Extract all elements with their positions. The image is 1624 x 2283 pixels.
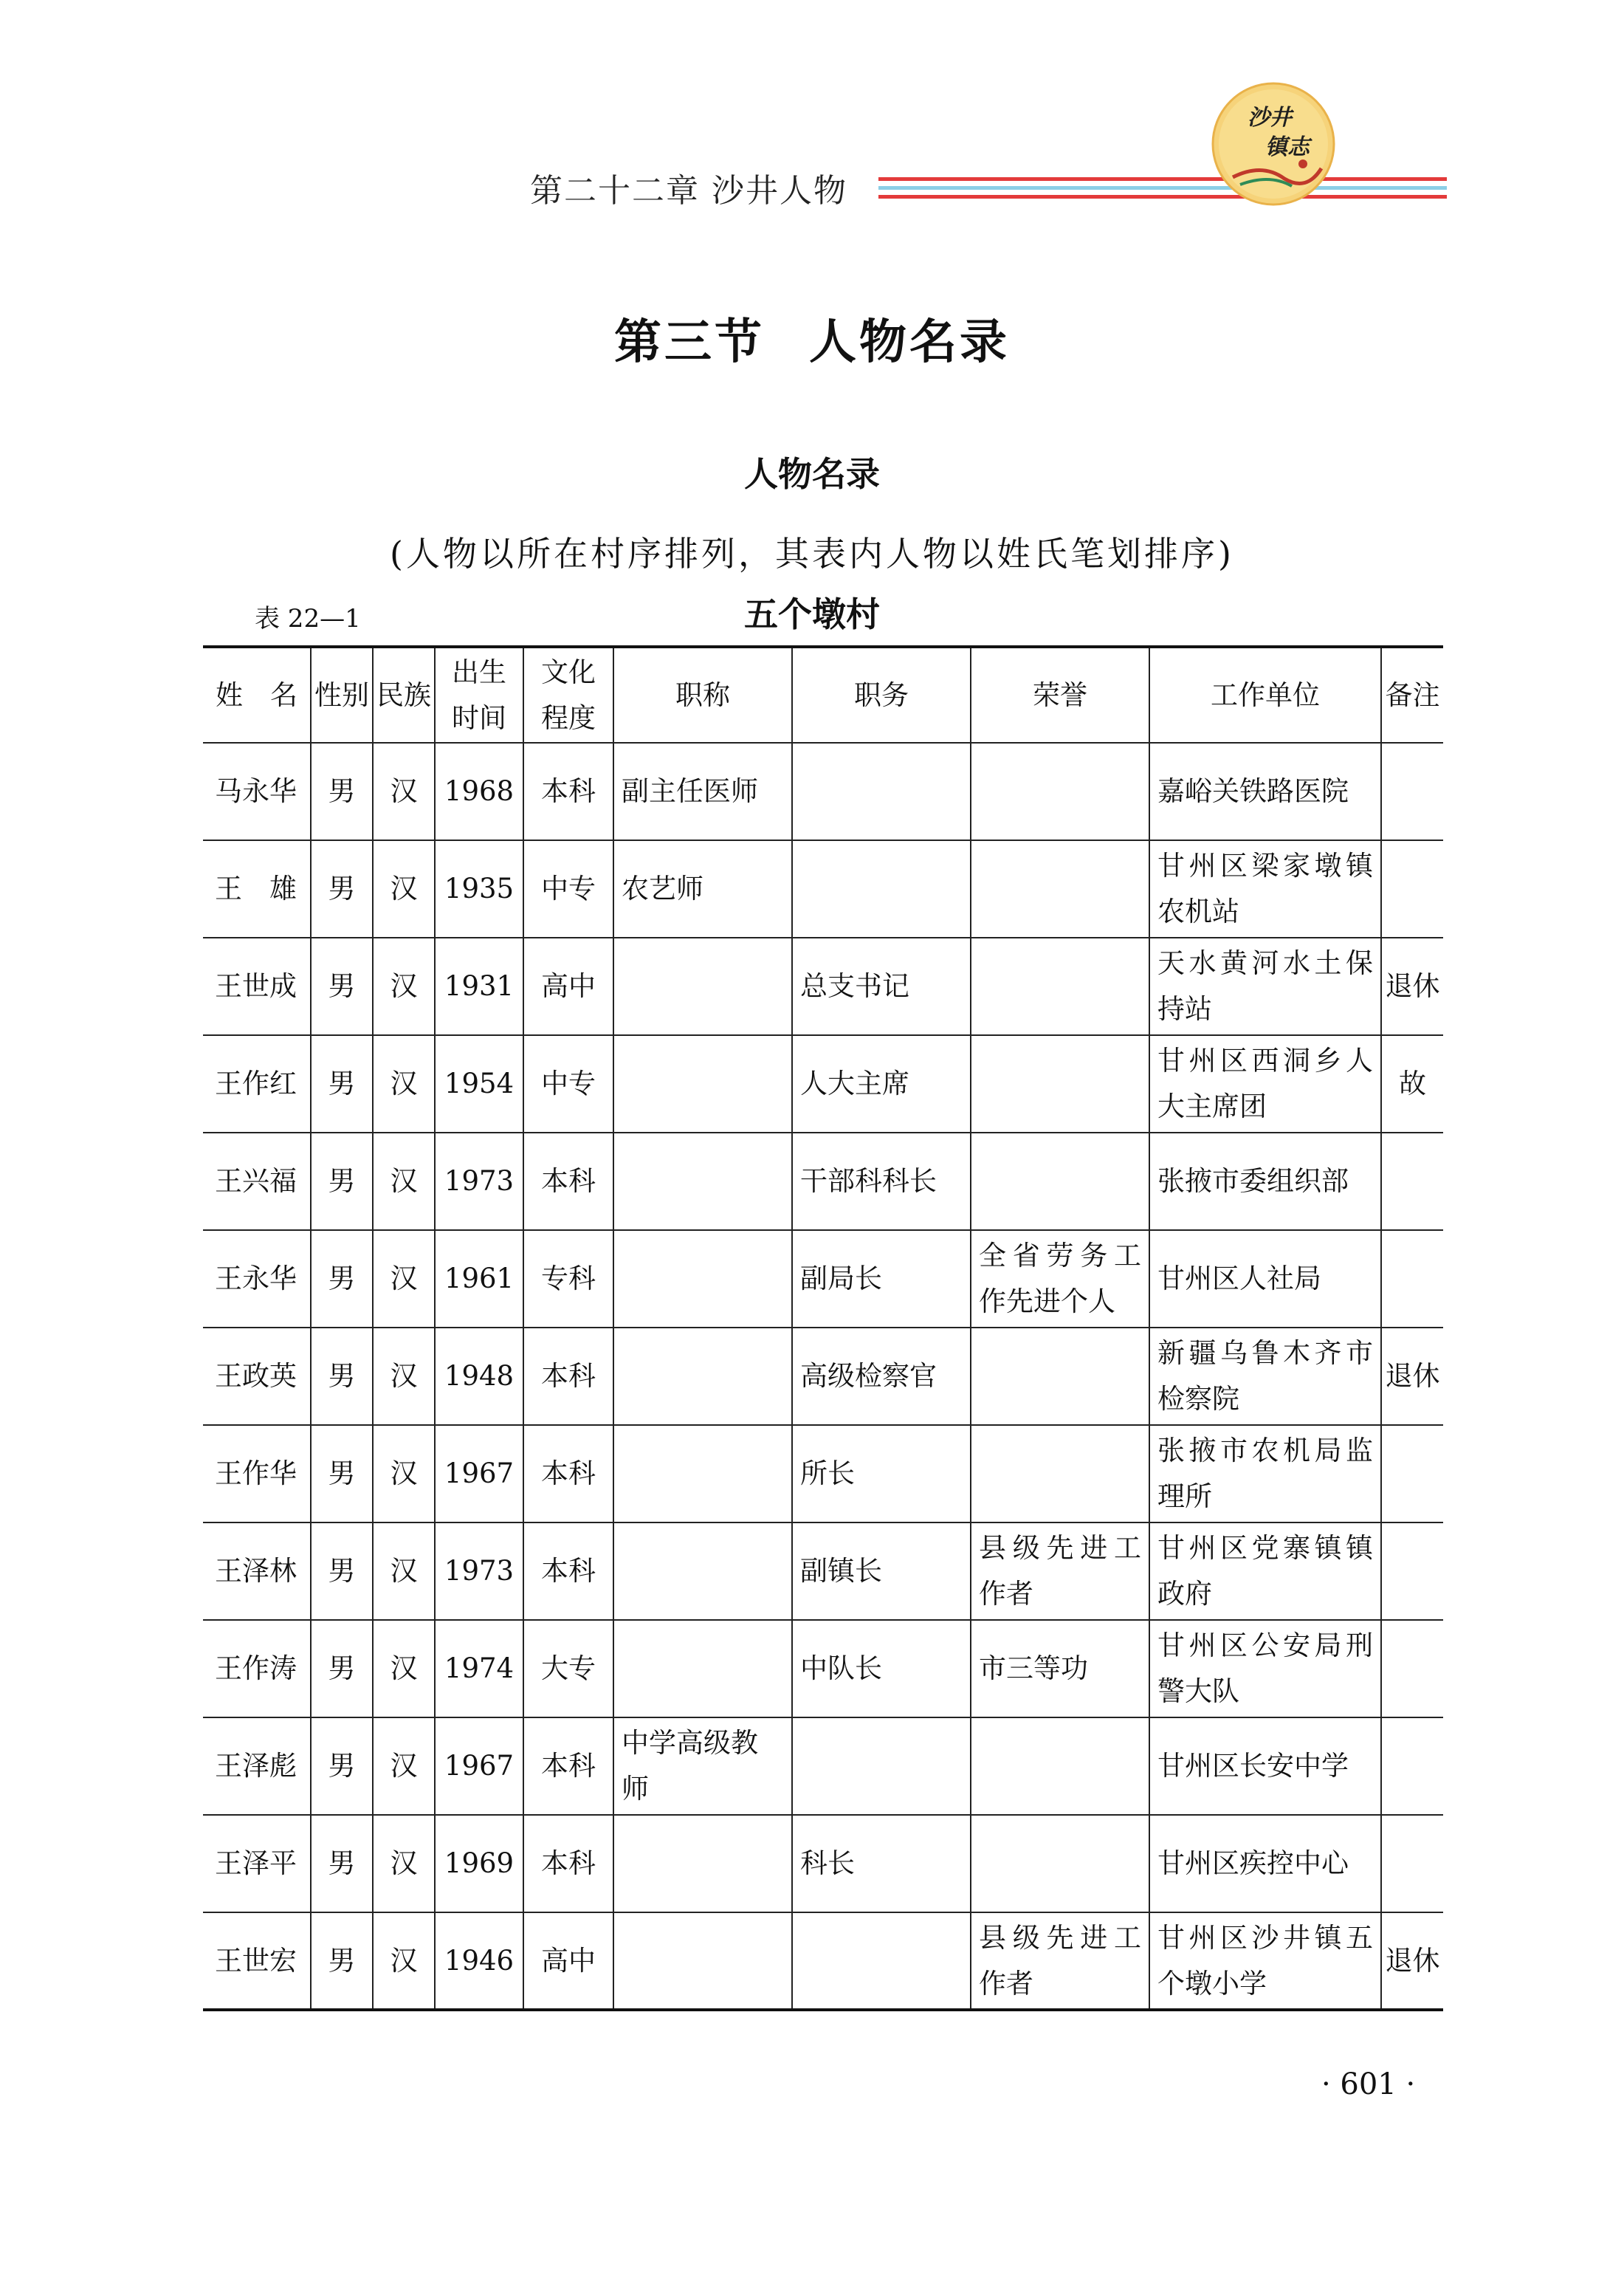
gender-cell: 男	[311, 1035, 373, 1133]
gender-cell: 男	[311, 1230, 373, 1328]
honor-cell	[971, 1425, 1149, 1522]
professional-title-cell	[613, 1425, 792, 1522]
education-cell: 专科	[523, 1230, 613, 1328]
name-cell: 王世宏	[203, 1912, 311, 2010]
birth-year-cell: 1969	[435, 1815, 523, 1912]
education-cell: 本科	[523, 743, 613, 840]
column-header: 职务	[792, 647, 971, 743]
gender-cell: 男	[311, 1522, 373, 1620]
birth-year-cell: 1974	[435, 1620, 523, 1717]
position-cell	[792, 743, 971, 840]
birth-year-cell: 1973	[435, 1522, 523, 1620]
name-cell: 王作华	[203, 1425, 311, 1522]
professional-title-cell	[613, 1815, 792, 1912]
education-cell: 本科	[523, 1328, 613, 1425]
position-cell	[792, 1912, 971, 2010]
gender-cell: 男	[311, 840, 373, 938]
column-header: 工作单位	[1149, 647, 1381, 743]
name-cell: 王政英	[203, 1328, 311, 1425]
gender-cell: 男	[311, 1815, 373, 1912]
professional-title-cell: 中学高级教师	[613, 1717, 792, 1815]
position-cell: 总支书记	[792, 938, 971, 1035]
position-cell: 高级检察官	[792, 1328, 971, 1425]
honor-cell: 全省劳务工作先进个人	[971, 1230, 1149, 1328]
name-cell: 王永华	[203, 1230, 311, 1328]
professional-title-cell: 副主任医师	[613, 743, 792, 840]
gender-cell: 男	[311, 1328, 373, 1425]
person-roster-table	[203, 645, 1443, 2011]
workplace-cell: 甘州区人社局	[1149, 1230, 1381, 1328]
name-cell: 王作红	[203, 1035, 311, 1133]
birth-year-cell: 1946	[435, 1912, 523, 2010]
ethnicity-cell: 汉	[373, 938, 435, 1035]
column-header: 荣誉	[971, 647, 1149, 743]
honor-cell	[971, 840, 1149, 938]
workplace-cell: 甘州区沙井镇五个墩小学	[1149, 1912, 1381, 2010]
table-row	[203, 1815, 1443, 1912]
section-title: 第三节 人物名录	[614, 315, 1010, 370]
honor-cell	[971, 743, 1149, 840]
list-title: 人物名录	[744, 454, 880, 494]
chapter-title: 第二十二章 沙井人物	[530, 172, 847, 210]
position-cell: 副局长	[792, 1230, 971, 1328]
birth-year-cell: 1968	[435, 743, 523, 840]
education-cell: 本科	[523, 1815, 613, 1912]
education-cell: 本科	[523, 1717, 613, 1815]
position-cell: 中队长	[792, 1620, 971, 1717]
birth-year-cell: 1967	[435, 1425, 523, 1522]
column-header: 出生时间	[435, 647, 523, 743]
remark-cell	[1381, 1230, 1443, 1328]
professional-title-cell	[613, 1620, 792, 1717]
ethnicity-cell: 汉	[373, 1328, 435, 1425]
education-cell: 大专	[523, 1620, 613, 1717]
education-cell: 中专	[523, 1035, 613, 1133]
professional-title-cell	[613, 1230, 792, 1328]
position-cell: 所长	[792, 1425, 971, 1522]
remark-cell	[1381, 1620, 1443, 1717]
workplace-cell: 张掖市农机局监理所	[1149, 1425, 1381, 1522]
village-title: 五个墩村	[744, 594, 880, 634]
ethnicity-cell: 汉	[373, 1035, 435, 1133]
honor-cell: 县级先进工作者	[971, 1522, 1149, 1620]
page-number: · 601 ·	[1321, 2067, 1416, 2101]
professional-title-cell	[613, 1133, 792, 1230]
column-header: 备注	[1381, 647, 1443, 743]
workplace-cell: 甘州区党寨镇镇政府	[1149, 1522, 1381, 1620]
workplace-cell: 甘州区梁家墩镇农机站	[1149, 840, 1381, 938]
honor-cell	[971, 1717, 1149, 1815]
table-row	[203, 1522, 1443, 1620]
position-cell: 人大主席	[792, 1035, 971, 1133]
birth-year-cell: 1967	[435, 1717, 523, 1815]
table-header-row	[203, 647, 1443, 743]
name-cell: 王 雄	[203, 840, 311, 938]
education-cell: 本科	[523, 1522, 613, 1620]
ethnicity-cell: 汉	[373, 1815, 435, 1912]
remark-cell: 退休	[1381, 1912, 1443, 2010]
remark-cell	[1381, 1425, 1443, 1522]
education-cell: 本科	[523, 1133, 613, 1230]
name-cell: 王兴福	[203, 1133, 311, 1230]
professional-title-cell	[613, 1328, 792, 1425]
name-cell: 王泽林	[203, 1522, 311, 1620]
remark-cell: 故	[1381, 1035, 1443, 1133]
gender-cell: 男	[311, 1133, 373, 1230]
workplace-cell: 甘州区疾控中心	[1149, 1815, 1381, 1912]
remark-cell	[1381, 743, 1443, 840]
ethnicity-cell: 汉	[373, 1522, 435, 1620]
table-row	[203, 1717, 1443, 1815]
position-cell	[792, 1717, 971, 1815]
gender-cell: 男	[311, 938, 373, 1035]
ethnicity-cell: 汉	[373, 1133, 435, 1230]
birth-year-cell: 1935	[435, 840, 523, 938]
birth-year-cell: 1948	[435, 1328, 523, 1425]
position-cell	[792, 840, 971, 938]
header-rule-lines	[878, 176, 1447, 202]
birth-year-cell: 1954	[435, 1035, 523, 1133]
table-row	[203, 1133, 1443, 1230]
ethnicity-cell: 汉	[373, 1912, 435, 2010]
table-row	[203, 1425, 1443, 1522]
education-cell: 中专	[523, 840, 613, 938]
gender-cell: 男	[311, 1912, 373, 2010]
seal-text: 沙井 镇志	[1248, 105, 1310, 160]
table-row	[203, 1230, 1443, 1328]
table-row	[203, 840, 1443, 938]
remark-cell	[1381, 1522, 1443, 1620]
ethnicity-cell: 汉	[373, 1230, 435, 1328]
gender-cell: 男	[311, 743, 373, 840]
table-label: 表 22—1	[255, 604, 361, 634]
remark-cell	[1381, 1133, 1443, 1230]
professional-title-cell	[613, 1912, 792, 2010]
table-body	[203, 743, 1443, 2010]
education-cell: 本科	[523, 1425, 613, 1522]
name-cell: 王作涛	[203, 1620, 311, 1717]
education-cell: 高中	[523, 1912, 613, 2010]
remark-cell: 退休	[1381, 938, 1443, 1035]
honor-cell	[971, 1035, 1149, 1133]
ethnicity-cell: 汉	[373, 1425, 435, 1522]
honor-cell	[971, 1328, 1149, 1425]
education-cell: 高中	[523, 938, 613, 1035]
position-cell: 科长	[792, 1815, 971, 1912]
position-cell: 副镇长	[792, 1522, 971, 1620]
honor-cell: 县级先进工作者	[971, 1912, 1149, 2010]
birth-year-cell: 1931	[435, 938, 523, 1035]
gender-cell: 男	[311, 1620, 373, 1717]
remark-cell	[1381, 1815, 1443, 1912]
professional-title-cell	[613, 1522, 792, 1620]
column-header: 民族	[373, 647, 435, 743]
table-row	[203, 743, 1443, 840]
name-cell: 王泽彪	[203, 1717, 311, 1815]
ethnicity-cell: 汉	[373, 743, 435, 840]
honor-cell	[971, 1815, 1149, 1912]
gender-cell: 男	[311, 1717, 373, 1815]
professional-title-cell	[613, 1035, 792, 1133]
table-row	[203, 1035, 1443, 1133]
remark-cell: 退休	[1381, 1328, 1443, 1425]
remark-cell	[1381, 840, 1443, 938]
honor-cell: 市三等功	[971, 1620, 1149, 1717]
honor-cell	[971, 938, 1149, 1035]
workplace-cell: 新疆乌鲁木齐市检察院	[1149, 1328, 1381, 1425]
professional-title-cell: 农艺师	[613, 840, 792, 938]
remark-cell	[1381, 1717, 1443, 1815]
ethnicity-cell: 汉	[373, 840, 435, 938]
workplace-cell: 嘉峪关铁路医院	[1149, 743, 1381, 840]
column-header: 姓 名	[203, 647, 311, 743]
table-row	[203, 938, 1443, 1035]
name-cell: 王世成	[203, 938, 311, 1035]
table-row	[203, 1620, 1443, 1717]
column-header: 文化程度	[523, 647, 613, 743]
professional-title-cell	[613, 938, 792, 1035]
ethnicity-cell: 汉	[373, 1717, 435, 1815]
honor-cell	[971, 1133, 1149, 1230]
table-row	[203, 1328, 1443, 1425]
gender-cell: 男	[311, 1425, 373, 1522]
ethnicity-cell: 汉	[373, 1620, 435, 1717]
column-header: 职称	[613, 647, 792, 743]
workplace-cell: 甘州区长安中学	[1149, 1717, 1381, 1815]
workplace-cell: 张掖市委组织部	[1149, 1133, 1381, 1230]
name-cell: 马永华	[203, 743, 311, 840]
list-note: (人物以所在村序排列，其表内人物以姓氏笔划排序)	[390, 534, 1234, 574]
table-row	[203, 1912, 1443, 2010]
workplace-cell: 甘州区公安局刑警大队	[1149, 1620, 1381, 1717]
workplace-cell: 天水黄河水土保持站	[1149, 938, 1381, 1035]
birth-year-cell: 1961	[435, 1230, 523, 1328]
column-header: 性别	[311, 647, 373, 743]
workplace-cell: 甘州区西洞乡人大主席团	[1149, 1035, 1381, 1133]
name-cell: 王泽平	[203, 1815, 311, 1912]
birth-year-cell: 1973	[435, 1133, 523, 1230]
position-cell: 干部科科长	[792, 1133, 971, 1230]
